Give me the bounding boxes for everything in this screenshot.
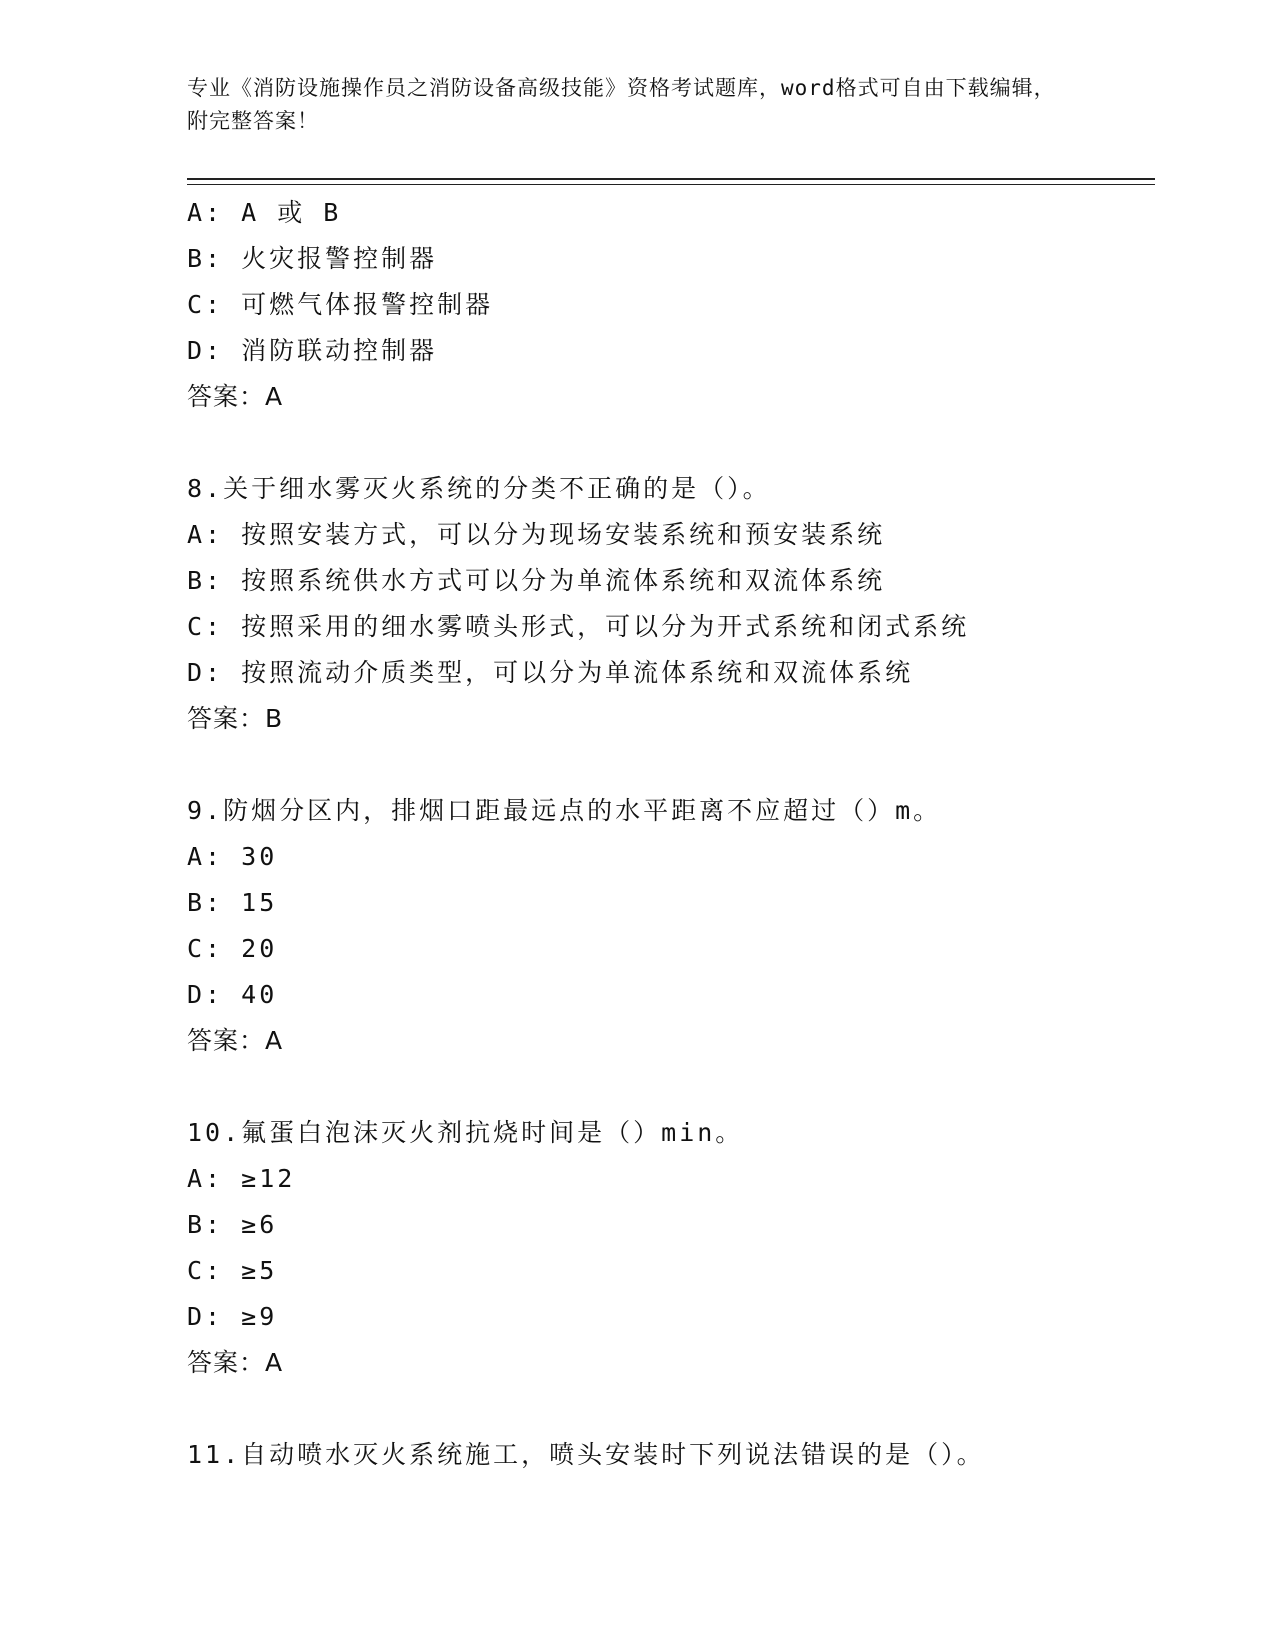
- option-a: A: ≥12: [187, 1164, 296, 1193]
- option-c: C: 20: [187, 934, 278, 963]
- document-header: 专业《消防设施操作员之消防设备高级技能》资格考试题库，word格式可自由下载编辑，附完整答案！: [187, 76, 1056, 133]
- question-stem: 9.防烟分区内，排烟口距最远点的水平距离不应超过（）m。: [187, 796, 942, 825]
- header-rule-thin: [187, 184, 1155, 185]
- question-content: [187, 190, 1147, 1478]
- answer-line: 答案：A: [187, 1348, 284, 1377]
- answer-line: 答案：A: [187, 382, 284, 411]
- answer-line: 答案：A: [187, 1026, 284, 1055]
- question-stem: 10.氟蛋白泡沫灭火剂抗烧时间是（）min。: [187, 1118, 744, 1147]
- answer-line: 答案：B: [187, 704, 284, 733]
- option-d: D: ≥9: [187, 1302, 278, 1331]
- option-c: C: 按照采用的细水雾喷头形式，可以分为开式系统和闭式系统: [187, 612, 970, 641]
- question-stem: 11.自动喷水灭火系统施工，喷头安装时下列说法错误的是（）。: [187, 1440, 985, 1469]
- option-b: B: ≥6: [187, 1210, 278, 1239]
- option-a: A: 按照安装方式，可以分为现场安装系统和预安装系统: [187, 520, 886, 549]
- option-d: D: 40: [187, 980, 278, 1009]
- header-rule-thick: [187, 178, 1155, 180]
- option-d: D: 按照流动介质类型，可以分为单流体系统和双流体系统: [187, 658, 914, 687]
- spacer: [187, 1386, 1147, 1432]
- spacer: [187, 742, 1147, 788]
- option-d: D: 消防联动控制器: [187, 336, 438, 365]
- question-stem: 8.关于细水雾灭火系统的分类不正确的是（）。: [187, 474, 771, 503]
- option-b: B: 火灾报警控制器: [187, 244, 438, 273]
- spacer: [187, 420, 1147, 466]
- option-c: C: 可燃气体报警控制器: [187, 290, 494, 319]
- spacer: [187, 1064, 1147, 1110]
- option-a: A: 30: [187, 842, 278, 871]
- option-c: C: ≥5: [187, 1256, 278, 1285]
- option-b: B: 15: [187, 888, 278, 917]
- option-a: A: A 或 B: [187, 198, 342, 227]
- option-b: B: 按照系统供水方式可以分为单流体系统和双流体系统: [187, 566, 886, 595]
